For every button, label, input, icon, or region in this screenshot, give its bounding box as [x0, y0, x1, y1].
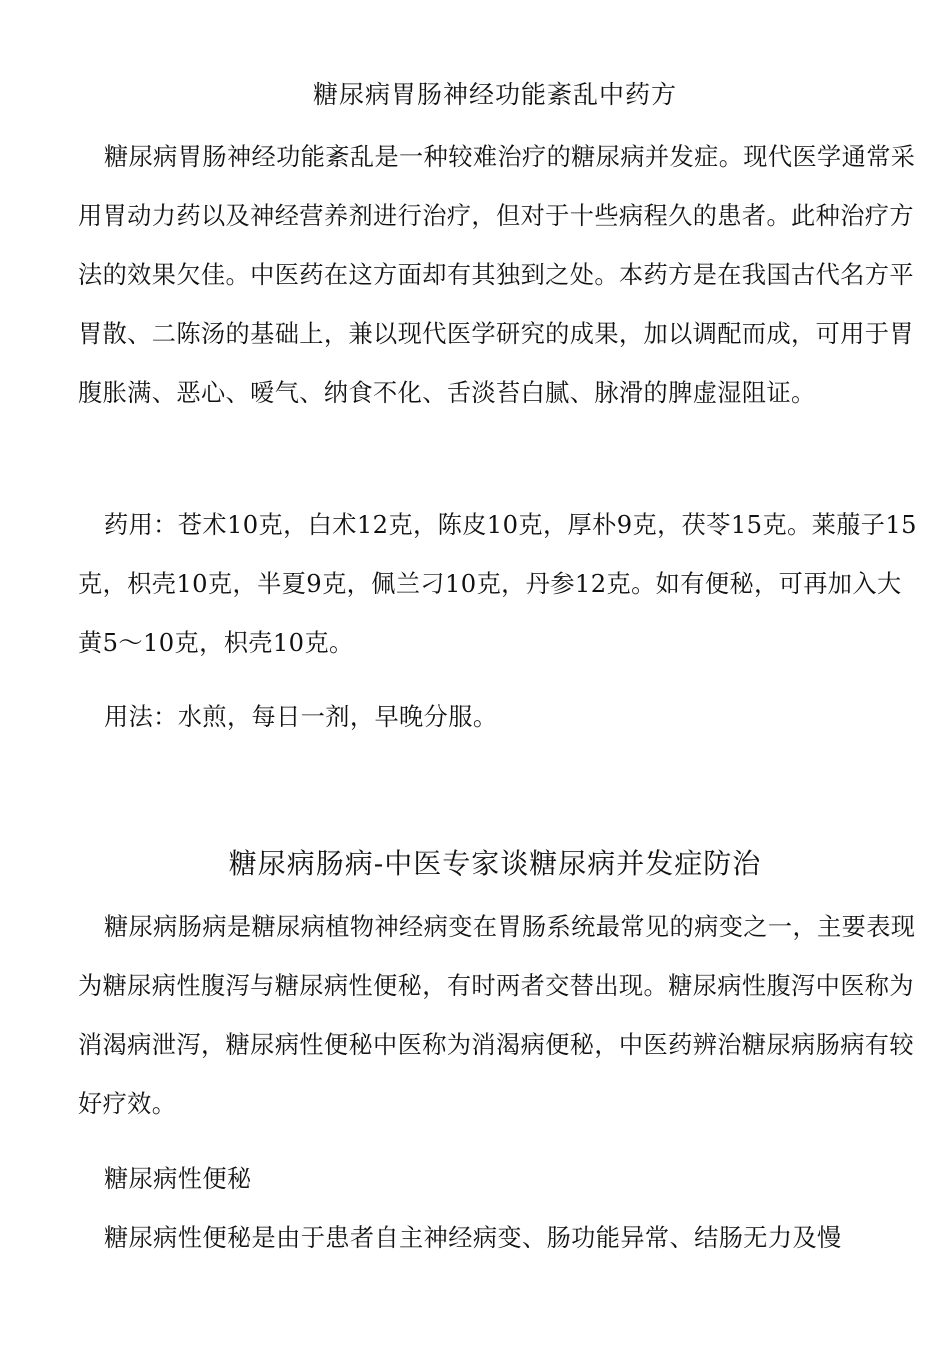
section1-usage-paragraph: 用法：水煎，每日一剂，早晚分服。 [104, 703, 498, 731]
section1-intro-paragraph: 糖尿病胃肠神经功能紊乱是一种较难治疗的糖尿病并发症。现代医学通常采用胃动力药以及神经营养剂进行治疗，但对于十些病程久的患者。此种治疗方法的效果欠佳。中医药在这方面却有其独到之处。本药方是在我国古代名方平胃散、二陈汤的基础上，兼以现代医学研究的成果，加以调配而成，可用于胃腹胀满、恶心、嗳气、纳食不化、舌淡苔白腻、脉滑的脾虚湿阻证。 [78, 143, 916, 407]
section1-title: 糖尿病胃肠神经功能紊乱中药方 [312, 80, 677, 109]
section2-intro-paragraph: 糖尿病肠病是糖尿病植物神经病变在胃肠系统最常见的病变之一，主要表现为糖尿病性腹泻与糖尿病性便秘，有时两者交替出现。糖尿病性腹泻中医称为消渴病泄泻，糖尿病性便秘中医称为消渴病便秘，中医药辨治糖尿病肠病有较好疗效。 [78, 913, 916, 1118]
section1-prescription-paragraph: 药用：苍术10克，白术12克，陈皮10克，厚朴9克，茯苓15克。莱菔子15克，枳壳10克，半夏9克，佩兰刁10克，丹参12克。如有便秘，可再加入大黄5〜10克，枳壳10克。 [78, 511, 917, 657]
section2-title: 糖尿病肠病-中医专家谈糖尿病并发症防治 [228, 847, 762, 880]
section2-body-paragraph: 糖尿病性便秘是由于患者自主神经病变、肠功能异常、结肠无力及慢 [104, 1224, 842, 1252]
section2-subheading: 糖尿病性便秘 [104, 1165, 252, 1193]
